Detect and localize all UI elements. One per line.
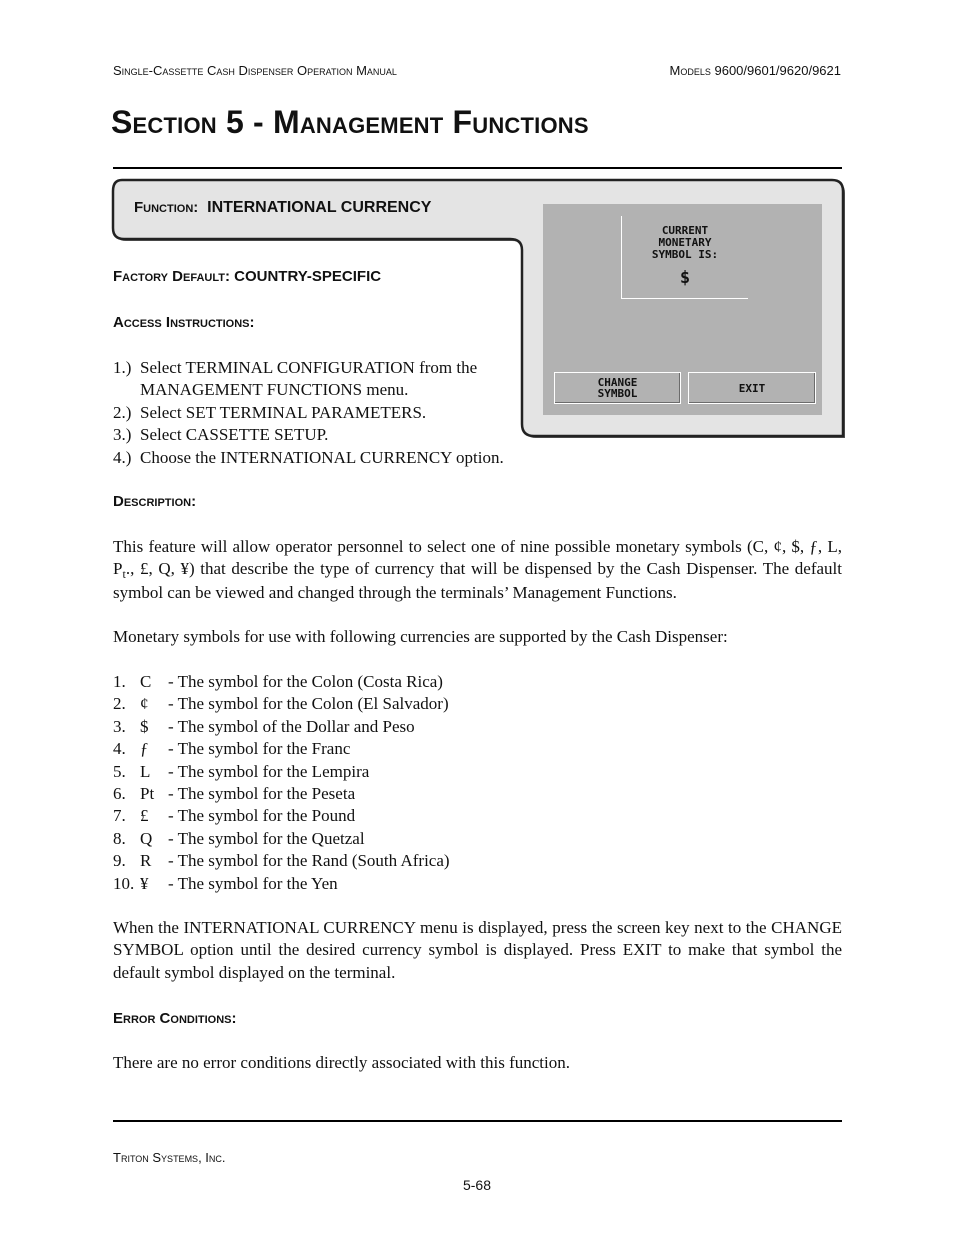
step-number: 2.) (113, 402, 132, 422)
item-description: - The symbol for the Pound (168, 806, 356, 826)
item-number: 4. (113, 739, 126, 759)
factory-default-value: COUNTRY-SPECIFIC (234, 268, 382, 285)
item-symbol: $ (140, 716, 149, 736)
item-description: - The symbol for the Franc (168, 739, 351, 759)
top-divider (113, 167, 842, 169)
factory-default (113, 268, 381, 285)
description-paragraph-3: When the INTERNATIONAL CURRENCY menu is displayed, press the screen key next to the CHANGE SYMBOL option until the desired currency symbol is displayed. Press EXIT to make that symbol the default symbol displayed on the terminal. (113, 918, 842, 982)
item-number: 3. (113, 716, 126, 736)
error-text: There are no error conditions directly associated with this function. (113, 1053, 570, 1072)
item-number: 1. (113, 672, 126, 691)
item-description: - The symbol for the Rand (South Africa) (168, 851, 450, 871)
screen-line-symbol-is: SYMBOL IS: (651, 248, 719, 261)
item-number: 10. (113, 873, 135, 893)
item-description: - The symbol for the Yen (168, 873, 338, 893)
models-numbers: 9600/9601/9620/9621 (714, 63, 841, 78)
item-symbol: ¢ (140, 694, 149, 714)
item-description: - The symbol for the Colon (El Salvador) (168, 694, 449, 714)
item-number: 6. (113, 783, 126, 803)
change-symbol-line1: CHANGE (597, 376, 638, 389)
item-symbol: ƒ (140, 739, 149, 759)
error-heading-text: Error Conditions: (113, 1010, 237, 1027)
error-heading (113, 1010, 237, 1027)
screen-line-current: CURRENT (661, 224, 709, 237)
function-key: Function: (134, 199, 199, 216)
step-text: Select SET TERMINAL PARAMETERS. (140, 402, 427, 422)
item-symbol: R (140, 851, 152, 871)
step-text: Choose the INTERNATIONAL CURRENCY option. (140, 447, 504, 467)
access-steps (113, 357, 504, 469)
function-label (134, 199, 431, 217)
para1-part-b: ., £, Q, ¥) that describe the type of currency that will be dispensed by the Cash Dispenser. The default symbol can be viewed and changed through the terminals’ Management Functions. (113, 559, 842, 602)
exit-button[interactable]: EXIT (688, 372, 816, 404)
item-number: 9. (113, 851, 126, 871)
item-symbol: L (140, 761, 151, 781)
step-text-continued: MANAGEMENT FUNCTIONS menu. (140, 380, 409, 400)
item-description: - The symbol for the Colon (Costa Rica) (168, 672, 443, 691)
item-number: 5. (113, 761, 126, 781)
models-word: Models (669, 63, 711, 78)
description-heading-text: Description: (113, 493, 197, 510)
item-symbol: Q (140, 828, 153, 848)
step-number: 4.) (113, 447, 132, 467)
item-symbol: £ (140, 806, 149, 826)
access-step (113, 402, 504, 424)
running-header-title: Single-Cassette Cash Dispenser Operation Manual (113, 63, 397, 78)
change-symbol-button[interactable] (554, 372, 681, 404)
page-number: 5-68 (462, 1177, 492, 1193)
section-title: Section 5 - Management Functions (111, 104, 589, 140)
peseta-subscript: t (122, 567, 126, 582)
item-symbol: Pt (140, 783, 155, 803)
access-heading-text: Access Instructions: (113, 314, 255, 331)
running-header-models (670, 63, 841, 78)
footer-company: Triton Systems, Inc. (113, 1150, 226, 1165)
access-heading (113, 314, 255, 331)
description-paragraph-2: Monetary symbols for use with following currencies are supported by the Cash Dispenser: (113, 627, 728, 646)
item-description: - The symbol for the Quetzal (168, 828, 365, 848)
item-number: 2. (113, 694, 126, 714)
screen-line-monetary: MONETARY (658, 236, 712, 249)
screen-current-symbol: $ (679, 268, 691, 288)
step-text: Select TERMINAL CONFIGURATION from the (140, 358, 478, 377)
bottom-divider (113, 1120, 842, 1122)
step-number: 1.) (113, 358, 132, 377)
item-description: - The symbol for the Lempira (168, 761, 370, 781)
step-text: Select CASSETTE SETUP. (140, 425, 329, 445)
item-description: - The symbol of the Dollar and Peso (168, 716, 415, 736)
access-step (113, 357, 504, 402)
item-number: 7. (113, 806, 126, 826)
access-step (113, 424, 504, 446)
item-symbol: ¥ (140, 873, 149, 893)
access-step (113, 447, 504, 469)
screen-message-box (621, 216, 748, 299)
terminal-screen (543, 204, 822, 415)
para1-part-a: This feature will allow operator personnel to select one of nine possible monetary symbols (C, ¢, $, ƒ, L, P (113, 537, 842, 579)
step-number: 3.) (113, 425, 132, 445)
function-value: INTERNATIONAL CURRENCY (207, 199, 432, 216)
description-paragraph-1 (113, 536, 842, 604)
item-number: 8. (113, 828, 126, 848)
description-heading (113, 493, 196, 510)
item-symbol: C (140, 672, 152, 691)
change-symbol-line2: SYMBOL (597, 387, 638, 400)
item-description: - The symbol for the Peseta (168, 783, 356, 803)
factory-default-label: Factory Default: (113, 268, 230, 285)
